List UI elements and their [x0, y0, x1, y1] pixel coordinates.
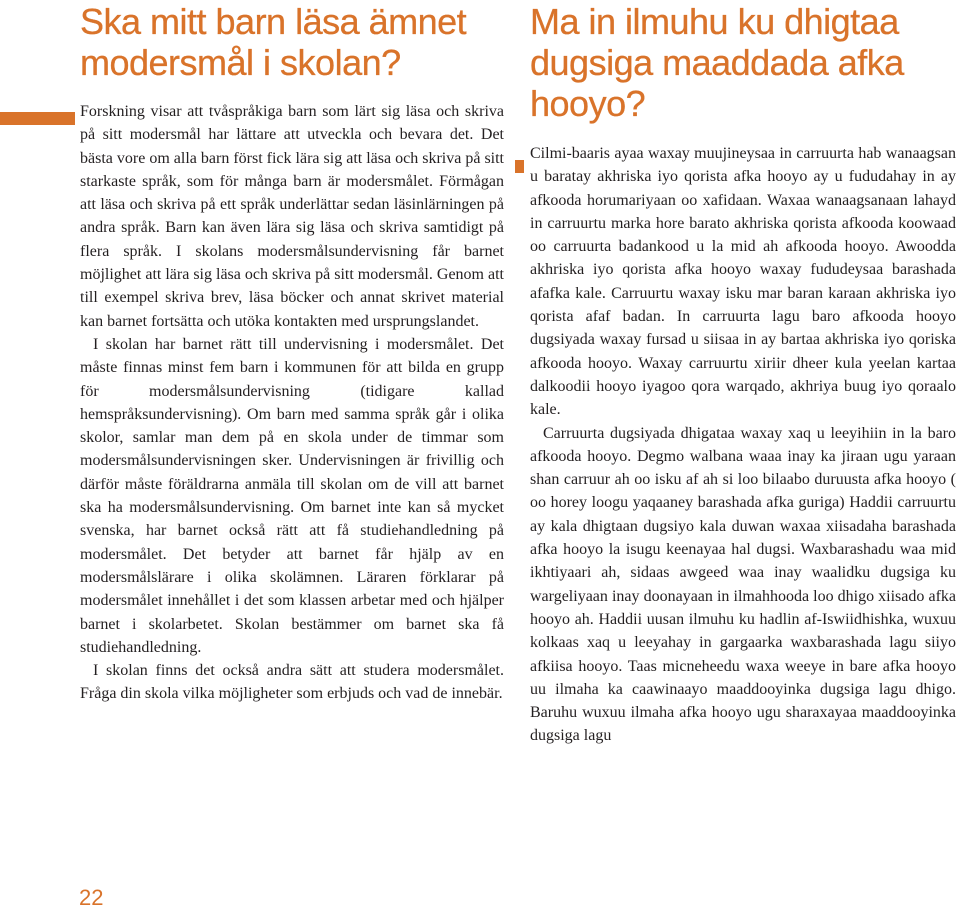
swedish-paragraph-1: Forskning visar att tvåspråkiga barn som lärt sig läsa och skriva på sitt modersmål har lättare att utveckla och bevara det. Det bästa vore om alla barn först fick lära sig att läsa och skriva på sitt starkaste språk, som för många barn är modersmålet. Förmågan att läsa och skriva på ett språk underlättar sedan läsinlärningen på andra språk. Barn kan även lära sig läsa och skriva samtidigt på flera språk. I skolans modersmålsundervisning får barnet möjlighet att lära sig läsa och skriva på sitt modersmål. Genom att till exempel skriva brev, läsa böcker och annat skrivet material kan barnet fortsätta och utöka kontakten med ursprungslandet.: [80, 103, 504, 330]
page-number: 22: [79, 885, 104, 910]
swedish-body: [80, 100, 504, 706]
section-marker-left: [0, 112, 75, 125]
somali-column: [530, 0, 956, 748]
somali-paragraph-1: Cilmi-baaris ayaa waxay muujineysaa in carruurta hab wanaagsan u baratay akhriska iyo qorista afka hooyo ay u fududahay in ay afkooda horumariyaan oo xafidaan. Waxaa wanaagsanaan lahayd in carruurtu marka hore barato akhriska qorista afkooda koowaad oo carruurta badankood u la mid ah afkooda hooyo. Awoodda akhriska iyo qorista afka hooyo waxay fududeysaa barashada afafka kale. Carruurtu waxay isku mar baran karaan akhriska iyo qorista afaf badan. In carruurta lagu baro afkooda hooyo dugsiyada waxay fursad u siisaa in ay bartaa akhriska iyo qoriska afkooda hooyo. Waxay carruurtu xiriir dheer kula yeelan kartaa dalkoodii hooyo iyagoo qora warqado, akhriya buug iyo qoraalo kale.: [530, 145, 956, 419]
somali-paragraph-2: Carruurta dugsiyada dhigataa waxay xaq u leeyihiin in la baro afkooda hooyo. Degmo walbana waaa inay ka jiraan ugu yaraan shan carruur ah oo isku af ah si loo bilaabo duruusta afka hooyo ( oo horey loogu yaqaaney barashada afka guriga) Haddii carruurtu ay kala dhigtaan dugsiyo kala duwan waxaa xiisadaha barashada afka hooyo la isugu keenayaa hal dugsi. Waxbarashadu waa mid ikhtiyaari ah, sidaas awgeed waa inay waalidku dugsiga ku wargeliyaan inay doonayaan in ilmahhooda loo dhigo xiisado afka hooyo ah. Haddii uusan ilmuhu ku hadlin af-Iswiidhishka, wuxuu kolkaas xaq u leeyahay in gargaarka waxbarashada lagu siiyo afkiisa hooyo. Taas micneheedu waxa weeye in bare afka hooyo uu ilmaha ka caawinaayo maaddooyinka dugsiga lagu dhigo. Baruhu wuxuu ilmaha afka hooyo ugu sharaxayaa maaddooyinka dugsiga lagu: [530, 424, 956, 745]
swedish-heading: Ska mitt barn läsa ämnet modersmål i skolan?: [80, 1, 467, 83]
section-marker-right: [515, 160, 524, 173]
swedish-paragraph-2: I skolan har barnet rätt till undervisning i modersmålet. Det måste finnas minst fem barn i kommunen för att bilda en grupp för modersmålsundervisning (tidigare kallad hemspråksundervisning). Om barn med samma språk går i olika skolor, samlar man dem på en skola under de timmar som modersmålsundervisningen sker. Undervisningen är frivillig och därför måste föräldrarna anmäla till skolan om de vill att barnet ska ha modersmålsundervisning. Om barnet inte kan så mycket svenska, har barnet också rätt att få studiehandledning på modersmålet. Det betyder att barnet får hjälp av en modersmålslärare i olika skolämnen. Läraren förklarar på modersmålet innehållet i det som klassen arbetar med och hjälper barnet i skolarbetet. Skolan bestämmer om barnet ska få studiehandledning.: [80, 335, 504, 656]
somali-body: [530, 142, 956, 748]
somali-heading: Ma in ilmuhu ku dhigtaa dugsiga maaddada afka hooyo?: [530, 1, 904, 124]
swedish-column: [80, 0, 504, 706]
swedish-paragraph-3: I skolan finns det också andra sätt att studera modersmålet. Fråga din skola vilka möjligheter som erbjuds och vad de innebär.: [80, 662, 504, 703]
